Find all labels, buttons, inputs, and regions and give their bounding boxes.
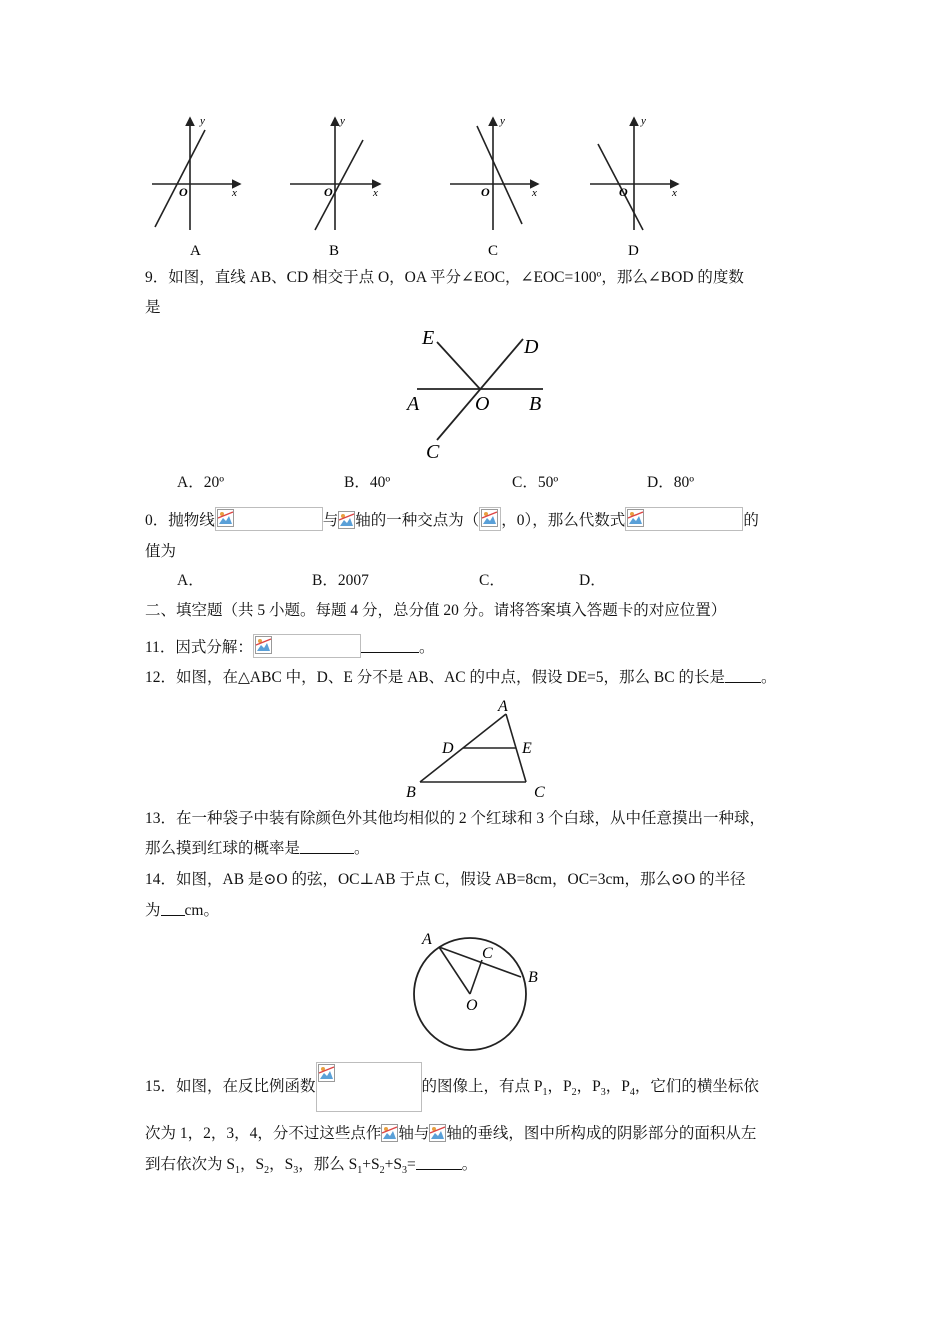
- broken-image-icon: [481, 509, 498, 527]
- q12-text: 12．如图，在△ABC 中，D、E 分不是 AB、AC 的中点，假设 DE=5，那么 BC 的长是: [145, 669, 725, 686]
- q10-option-a: A．: [177, 572, 204, 589]
- svg-text:E: E: [422, 327, 435, 349]
- answer-blank: [416, 1155, 462, 1170]
- q15-text-9: 轴的垂线，图中所构成的阴影部分的面积从左: [446, 1125, 757, 1142]
- svg-text:D: D: [628, 243, 639, 259]
- q15-text-13: ，那么 S: [298, 1156, 358, 1173]
- broken-image-placeholder: [316, 1062, 422, 1112]
- q15-text-3: ，P: [547, 1078, 572, 1095]
- q9-figure: [395, 322, 565, 467]
- q15-text-10: 到右依次为 S: [145, 1156, 235, 1173]
- q13-text: 那么摸到红球的概率是: [145, 840, 301, 857]
- svg-text:O: O: [466, 997, 478, 1014]
- q9-question-text-cont: 是: [145, 299, 161, 316]
- svg-text:y: y: [641, 115, 646, 127]
- subscript: 2: [571, 1087, 577, 1099]
- q15-text-15: +S: [384, 1156, 402, 1173]
- svg-text:B: B: [406, 784, 416, 801]
- svg-text:x: x: [672, 187, 677, 199]
- q14-text: 为: [145, 902, 161, 919]
- subscript: 3: [293, 1165, 299, 1177]
- svg-text:y: y: [500, 115, 505, 127]
- subscript: 2: [264, 1165, 270, 1177]
- q15-text-7: 次为 1，2，3，4，分不过这些点作: [145, 1125, 382, 1142]
- subscript: 3: [600, 1087, 606, 1099]
- q9-option-a: A．20º: [177, 474, 224, 491]
- q15-end: 。: [461, 1156, 478, 1173]
- q10-text-4: ，0），那么代数式: [501, 512, 626, 529]
- q10-text-1: 0．抛物线: [145, 512, 215, 529]
- graph-a: [152, 115, 240, 259]
- q9-question-text: 9．如图，直线 AB、CD 相交于点 O，OA 平分∠EOC，∠EOC=100º，那么∠BOD 的度数: [145, 269, 744, 286]
- q13-end: 。: [354, 840, 370, 857]
- svg-text:C: C: [426, 441, 440, 463]
- svg-text:O: O: [179, 185, 188, 199]
- broken-image-icon: [318, 1064, 335, 1082]
- q10-option-d: D．: [579, 572, 606, 589]
- q15-text-1: 15．如图，在反比例函数: [145, 1078, 316, 1095]
- answer-blank: [361, 638, 419, 653]
- q9-option-b: B．40º: [344, 474, 391, 491]
- q15-text-4: ，P: [576, 1078, 601, 1095]
- answer-blank: [300, 839, 354, 854]
- svg-text:D: D: [442, 740, 454, 757]
- q14-question-line2: [145, 901, 219, 921]
- subscript: 2: [379, 1165, 385, 1177]
- q10-question-line1: [145, 507, 759, 531]
- svg-text:O: O: [619, 185, 628, 199]
- broken-image-icon: [338, 511, 355, 529]
- svg-text:B: B: [329, 243, 340, 259]
- broken-image-placeholder: [625, 507, 743, 531]
- q15-text-8: 轴与: [398, 1125, 430, 1142]
- q10-question-line2: 值为: [145, 543, 177, 560]
- svg-text:A: A: [498, 698, 508, 715]
- broken-image-placeholder: [253, 634, 361, 658]
- broken-image-icon: [381, 1124, 398, 1142]
- q14-figure: [400, 922, 550, 1057]
- answer-blank: [161, 901, 185, 916]
- svg-text:x: x: [532, 187, 537, 199]
- q14-question-line1: 14．如图，AB 是⊙O 的弦，OC⊥AB 于点 C，假设 AB=8cm，OC=3cm，那么⊙O 的半径: [145, 871, 746, 888]
- q15-question-line2: [145, 1124, 756, 1144]
- svg-text:O: O: [324, 185, 333, 199]
- subscript: 1: [235, 1165, 240, 1177]
- broken-image-icon: [217, 509, 234, 527]
- svg-text:C: C: [482, 945, 493, 962]
- broken-image-placeholder: [215, 507, 323, 531]
- q12-figure: [398, 694, 558, 802]
- q10-option-c: C．: [479, 572, 505, 589]
- svg-text:y: y: [200, 115, 205, 127]
- svg-text:C: C: [534, 784, 545, 801]
- svg-text:y: y: [340, 115, 345, 127]
- q14-unit: cm。: [184, 902, 219, 919]
- q11-question: [145, 634, 434, 658]
- q8-figure: [140, 112, 700, 262]
- broken-image-icon: [429, 1124, 446, 1142]
- q10-option-b: B．2007: [312, 572, 369, 589]
- svg-text:C: C: [488, 243, 499, 259]
- subscript: 4: [629, 1087, 635, 1099]
- q11-text: 11．因式分解：: [145, 639, 253, 656]
- graph-c: [450, 115, 538, 259]
- q13-question-line1: 13．在一种袋子中装有除颜色外其他均相似的 2 个红球和 3 个白球，从中任意摸出一种球，: [145, 810, 766, 827]
- q10-text-3: 轴的一种交点为（: [355, 512, 480, 529]
- q15-text-5: ，P: [605, 1078, 630, 1095]
- q10-text-5: 的: [743, 512, 759, 529]
- svg-text:D: D: [524, 336, 539, 358]
- svg-text:B: B: [529, 393, 542, 415]
- graph-b: [290, 115, 380, 259]
- broken-image-icon: [627, 509, 644, 527]
- svg-text:A: A: [422, 931, 432, 948]
- q15-text-14: +S: [362, 1156, 380, 1173]
- svg-text:O: O: [475, 393, 490, 415]
- answer-blank: [725, 668, 761, 683]
- q12-end: 。: [760, 669, 777, 686]
- q15-text-11: ，S: [240, 1156, 265, 1173]
- q15-text-2: 的图像上，有点 P: [421, 1078, 543, 1095]
- q11-end: 。: [418, 639, 435, 656]
- q13-question-line2: [145, 839, 370, 859]
- q15-question-line1: [145, 1062, 759, 1112]
- subscript: 1: [357, 1165, 363, 1177]
- q10-text-2: 与: [322, 512, 339, 529]
- svg-text:O: O: [481, 185, 490, 199]
- svg-text:x: x: [232, 187, 237, 199]
- q12-question: [145, 668, 777, 688]
- subscript: 1: [542, 1087, 548, 1099]
- q15-question-line3: [145, 1155, 477, 1181]
- subscript: 3: [402, 1165, 407, 1177]
- svg-text:E: E: [522, 740, 532, 757]
- svg-text:A: A: [407, 393, 420, 415]
- graph-d: [590, 115, 678, 259]
- svg-text:A: A: [190, 243, 201, 259]
- q15-text-16: =: [407, 1156, 416, 1173]
- q15-text-6: ，它们的横坐标依: [634, 1078, 759, 1095]
- svg-text:x: x: [373, 187, 378, 199]
- q9-option-d: D．80º: [647, 474, 694, 491]
- svg-text:B: B: [528, 969, 538, 986]
- broken-image-placeholder: [479, 507, 501, 531]
- q15-text-12: ，S: [269, 1156, 294, 1173]
- q9-option-c: C．50º: [512, 474, 559, 491]
- broken-image-icon: [255, 636, 272, 654]
- section-heading: 二、填空题（共 5 小题。每题 4 分，总分值 20 分。请将答案填入答题卡的对应位置）: [145, 602, 727, 619]
